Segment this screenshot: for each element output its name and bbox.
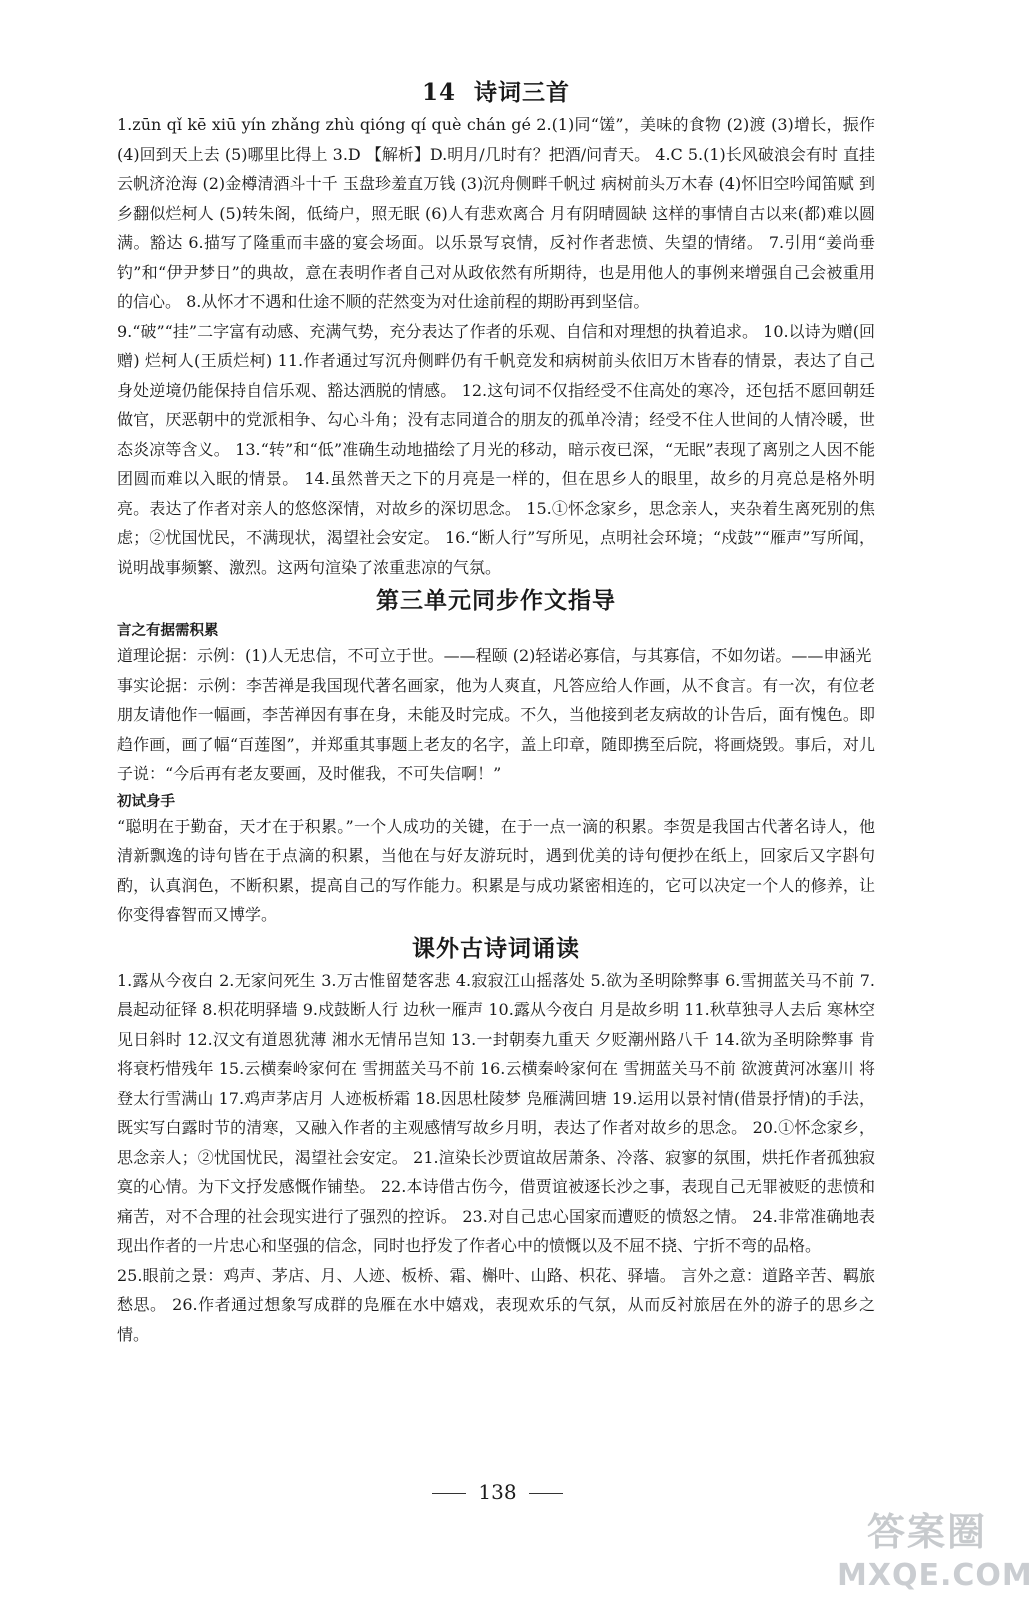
page-number-dash-left bbox=[432, 1493, 466, 1494]
subheading-evidence: 言之有据需积累 bbox=[117, 623, 219, 639]
answer-paragraph: “聪明在于勤奋，天才在于积累。”一个人成功的关键，在于一点一滴的积累。李贺是我国古代著名诗人，他清新飘逸的诗句皆在于点滴的积累，当他在与好友游玩时，遇到优美的诗句便抄在纸上，回家后又字斟句酌，认真润色，不断积累，提高自己的写作能力。积累是与成功紧密相连的，它可以决定一个人的修养，让你变得睿智而又博学。 bbox=[117, 816, 875, 924]
watermark-text-top: 答案圈 bbox=[866, 1510, 987, 1554]
watermark-logo bbox=[837, 1509, 1033, 1594]
answer-content bbox=[117, 76, 875, 1349]
section-number: 14 bbox=[421, 79, 456, 106]
answer-paragraph: 事实论据：示例：李苦禅是我国现代著名画家，他为人爽直，凡答应给人作画，从不食言。有一次，有位老朋友请他作一幅画，李苦禅因有事在身，未能及时完成。不久，当他接到老友病故的讣告后，面有愧色。即趋作画，画了幅“百莲图”，并郑重其事题上老友的名字，盖上印章，随即携至后院，将画烧毁。事后，对儿子说：“今后再有老友要画，及时催我，不可失信啊！” bbox=[117, 675, 875, 783]
page-number bbox=[0, 1480, 995, 1504]
answer-paragraph: 1.zūn qǐ kē xiū yín zhǎng zhù qióng qí què chán gé 2.(1)同“馐”，美味的食物 (2)渡 (3)增长，振作 (4)回到天上去 (5)哪里比得上 3.D 【解析】D.明月/几时有？把酒/问青天。 4.C 5.(1)长风破浪会有时 直挂云帆济沧海 (2)金樽清酒斗十千 玉盘珍羞直万钱 (3)沉舟侧畔千帆过 病树前头万木春 (4)怀旧空吟闻笛赋 到乡翻似烂柯人 (5)转朱阁，低绮户，照无眠 (6)人有悲欢离合 月有阴晴圆缺 这样的事情自古以来(都)难以圆满。豁达 6.描写了隆重而丰盛的宴会场面。以乐景写哀情，反衬作者悲愤、失望的情绪。 7.引用“姜尚垂钓”和“伊尹梦日”的典故，意在表明作者自己对从政依然有所期待，也是用他人的事例来增强自己会被重用的信心。 8.从怀才不遇和仕途不顺的茫然变为对仕途前程的期盼再到坚信。 bbox=[117, 115, 875, 311]
answer-paragraph: 道理论据：示例：(1)人无忠信，不可立于世。——程颐 (2)轻诺必寡信，与其寡信，不如勿诺。——申涵光 bbox=[117, 646, 872, 665]
subheading-practice: 初试身手 bbox=[117, 793, 175, 810]
watermark-text-bottom: MXQE.COM bbox=[837, 1558, 1033, 1593]
section-title-poems bbox=[117, 76, 875, 110]
answer-paragraph: 9.“破”“挂”二字富有动感、充满气势，充分表达了作者的乐观、自信和对理想的执着追求。 10.以诗为赠(回赠) 烂柯人(王质烂柯) 11.作者通过写沉舟侧畔仍有千帆竞发和病树前头依旧万木皆春的情景，表达了自己身处逆境仍能保持自信乐观、豁达洒脱的情感。 12.这句词不仅指经受不住高处的寒冷，还包括不愿回朝廷做官，厌恶朝中的党派相争、勾心斗角；没有志同道合的朋友的孤单冷清；经受不住人世间的人情冷暖，世态炎凉等含义。 13.“转”和“低”准确生动地描绘了月光的移动，暗示夜已深，“无眠”表现了离别之人因不能团圆而难以入眠的情景。 14.虽然普天之下的月亮是一样的，但在思乡人的眼里，故乡的月亮总是格外明亮。表达了作者对亲人的悠悠深情，对故乡的深切思念。 15.①怀念家乡，思念亲人，夹杂着生离死别的焦虑；②忧国忧民，不满现状，渴望社会安定。 16.“断人行”写所见，点明社会环境；“戍鼓”“雁声”写所闻，说明战事频繁、激烈。这两句渲染了浓重悲凉的气氛。 bbox=[117, 321, 875, 577]
page-number-dash-right bbox=[529, 1493, 563, 1494]
section-title-composition: 第三单元同步作文指导 bbox=[376, 587, 616, 614]
section-title-extracurricular: 课外古诗词诵读 bbox=[412, 934, 580, 962]
answer-paragraph: 25.眼前之景：鸡声、茅店、月、人迹、板桥、霜、槲叶、山路、枳花、驿墙。 言外之意：道路辛苦、羁旅愁思。 26.作者通过想象写成群的凫雁在水中嬉戏，表现欢乐的气氛，从而反衬旅居在外的游子的思乡之情。 bbox=[117, 1265, 875, 1344]
section-title-text: 诗词三首 bbox=[474, 79, 570, 106]
page-number-text: 138 bbox=[478, 1480, 517, 1504]
answer-paragraph: 1.露从今夜白 2.无家问死生 3.万古惟留楚客悲 4.寂寂江山摇落处 5.欲为圣明除弊事 6.雪拥蓝关马不前 7.晨起动征铎 8.枳花明驿墙 9.戍鼓断人行 边秋一雁声 10.露从今夜白 月是故乡明 11.秋草独寻人去后 寒林空见日斜时 12.汉文有道恩犹薄 湘水无情吊岂知 13.一封朝奏九重天 夕贬潮州路八千 14.欲为圣明除弊事 肯将衰朽惜残年 15.云横秦岭家何在 雪拥蓝关马不前 16.云横秦岭家何在 雪拥蓝关马不前 欲渡黄河冰塞川 将登太行雪满山 17.鸡声茅店月 人迹板桥霜 18.因思杜陵梦 凫雁满回塘 19.运用以景衬情(借景抒情)的手法，既实写白露时节的清寒，又融入作者的主观感情写故乡月明，表达了作者对故乡的思念。 20.①怀念家乡，思念亲人；②忧国忧民，渴望社会安定。 21.渲染长沙贾谊故居萧条、冷落、寂寥的氛围，烘托作者孤独寂寞的心情。为下文抒发感慨作铺垫。 22.本诗借古伤今，借贾谊被逐长沙之事，表现自己无罪被贬的悲愤和痛苦，对不合理的社会现实进行了强烈的控诉。 23.对自己忠心国家而遭贬的愤怒之情。 24.非常准确地表现出作者的一片忠心和坚强的信念，同时也抒发了作者心中的愤慨以及不屈不挠、宁折不弯的品格。 bbox=[117, 970, 875, 1255]
